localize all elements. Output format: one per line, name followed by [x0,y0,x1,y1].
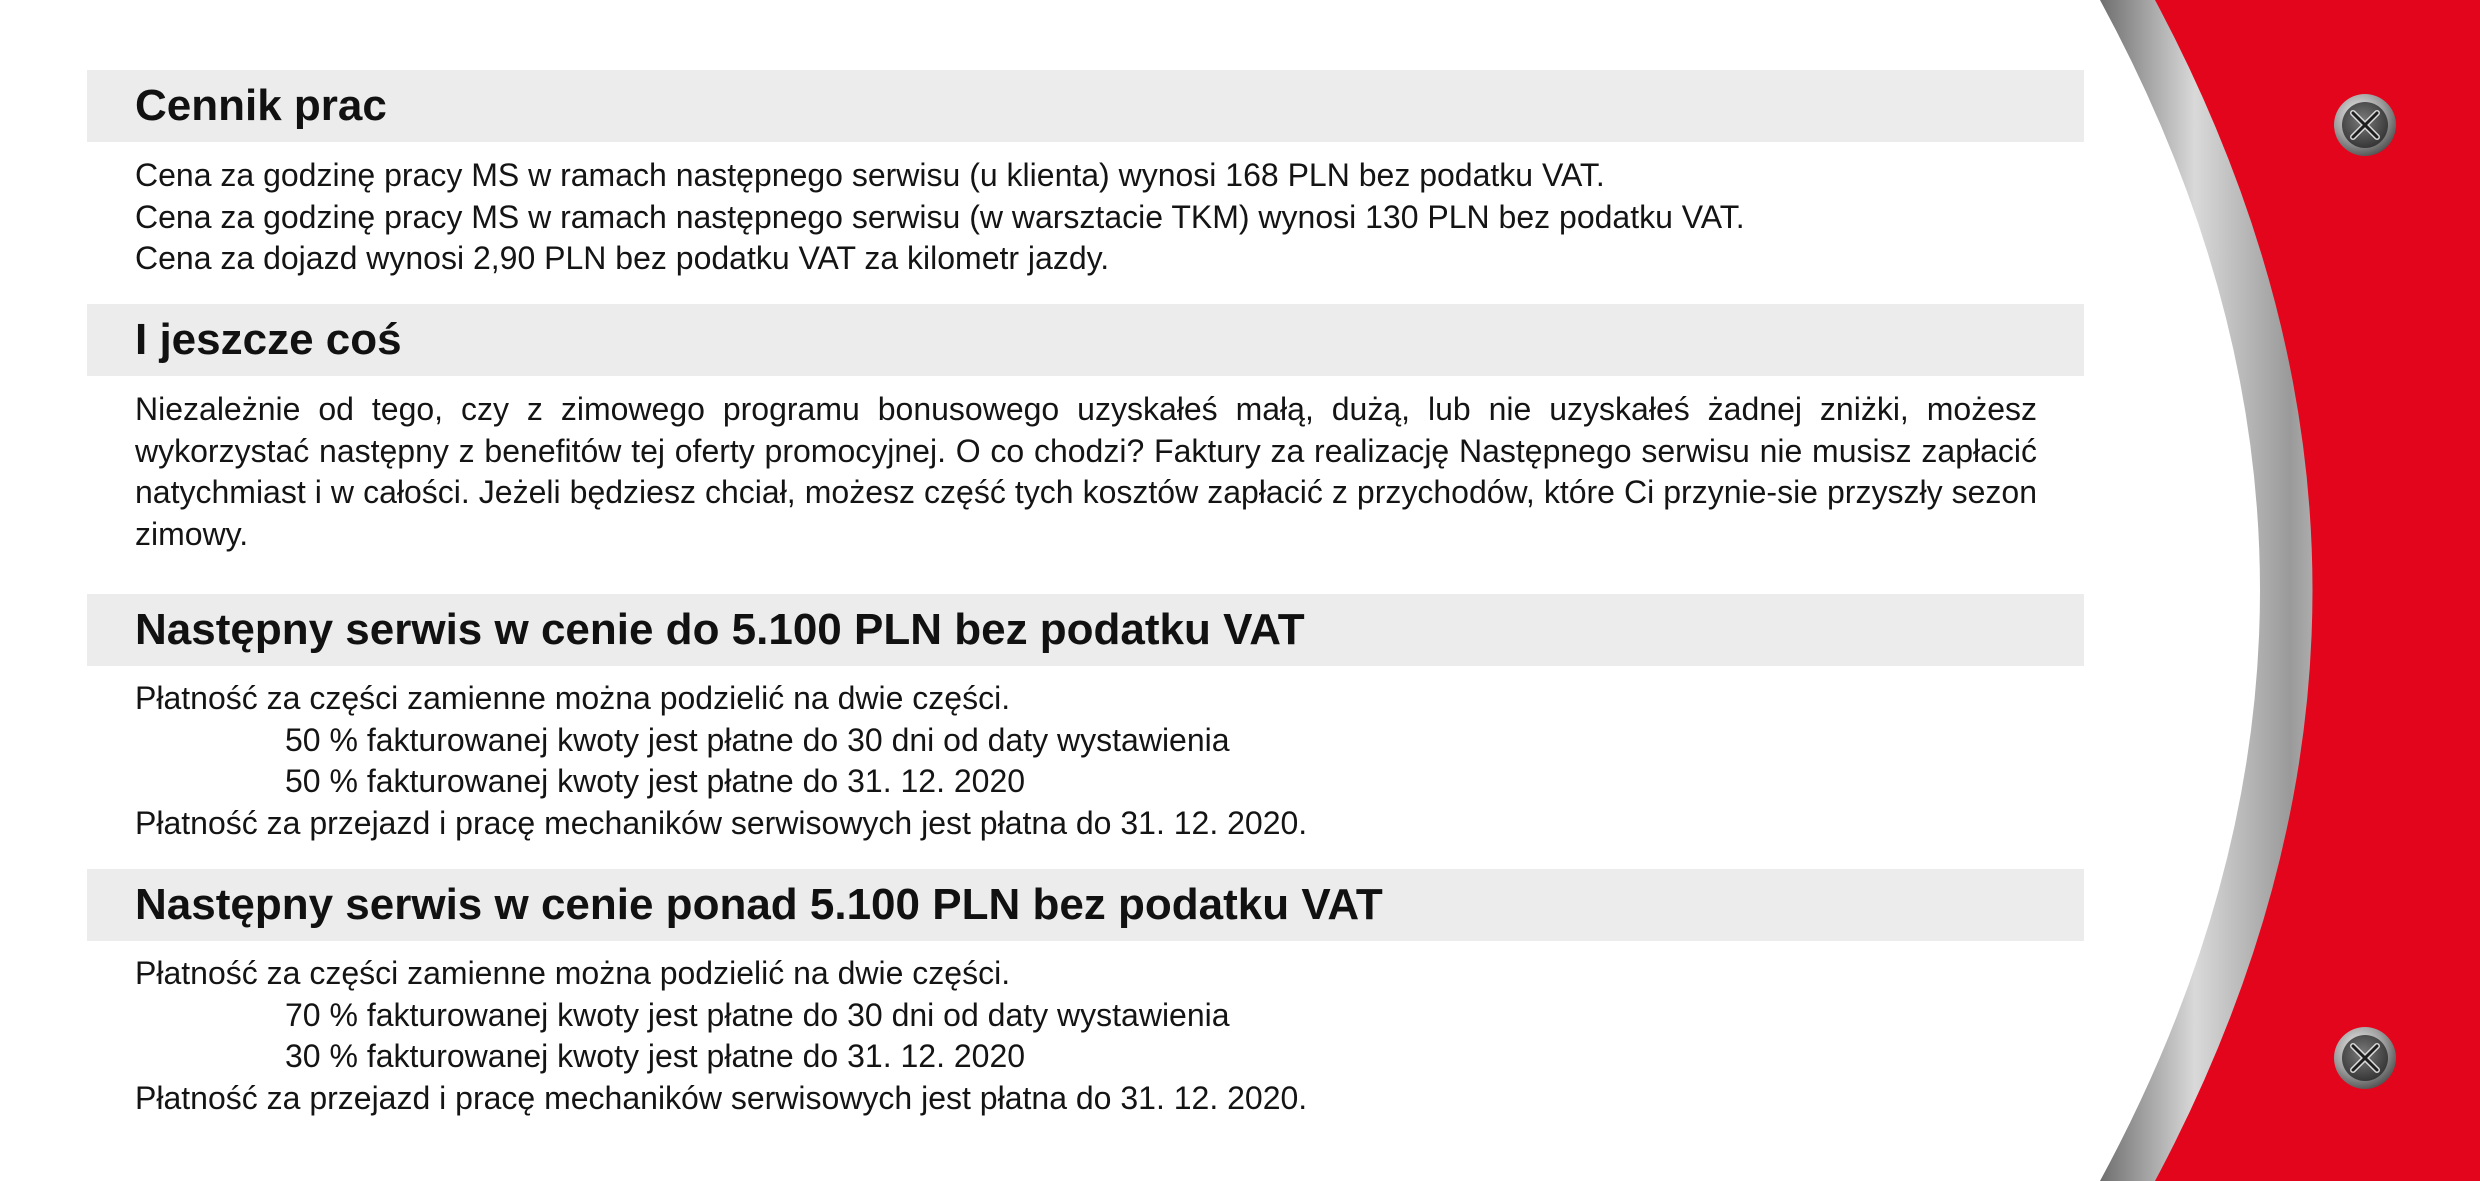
payment-terms [135,678,2037,844]
price-line: Cena za godzinę pracy MS w ramach następnego serwisu (w warsztacie TKM) wynosi 130 PLN bez podatku VAT. [135,198,1745,235]
benefit-paragraph: Niezależnie od tego, czy z zimowego programu bonusowego uzyskałeś małą, dużą, lub nie uzyskałeś żadnej zniżki, możesz wykorzystać następny z benefitów tej oferty promocyjnej. O co chodzi? Faktury za realizację Następnego serwisu nie musisz zapłacić natychmiast i w całości. Jeżeli będziesz chciał, możesz część tych kosztów zapłacić z przychodów, które Ci przynie-sie przyszły sezon zimowy. [135,391,2037,552]
payment-terms [135,953,2037,1119]
section-heading: Następny serwis w cenie do 5.100 PLN bez podatku VAT [135,605,1305,654]
section-heading: Cennik prac [135,81,387,130]
section-heading-bar [87,869,2084,941]
section-heading-bar [87,70,2084,142]
payment-outro: Płatność za przejazd i pracę mechaników serwisowych jest płatna do 31. 12. 2020. [135,1079,1308,1116]
price-line: Cena za dojazd wynosi 2,90 PLN bez podatku VAT za kilometr jazdy. [135,240,1110,276]
payment-intro: Płatność za części zamienne można podzielić na dwie części. [135,955,1011,991]
section-heading: I jeszcze coś [135,315,402,364]
section-heading-bar [87,594,2084,666]
payment-item: 30 % fakturowanej kwoty jest płatne do 31. 12. 2020 [285,1038,1026,1074]
section-heading: Następny serwis w cenie ponad 5.100 PLN bez podatku VAT [135,880,1383,929]
payment-intro: Płatność za części zamienne można podzielić na dwie części. [135,680,1011,716]
price-list [135,155,2037,280]
payment-item: 70 % fakturowanej kwoty jest płatne do 30 dni od daty wystawienia [285,996,1230,1033]
payment-item: 50 % fakturowanej kwoty jest płatne do 30 dni od daty wystawienia [285,721,1230,758]
section-heading-bar [87,304,2084,376]
benefit-paragraph-block [135,389,2037,555]
payment-item: 50 % fakturowanej kwoty jest płatne do 31. 12. 2020 [285,763,1026,799]
price-line: Cena za godzinę pracy MS w ramach następnego serwisu (u klienta) wynosi 168 PLN bez podatku VAT. [135,157,1605,193]
payment-outro: Płatność za przejazd i pracę mechaników serwisowych jest płatna do 31. 12. 2020. [135,804,1308,841]
